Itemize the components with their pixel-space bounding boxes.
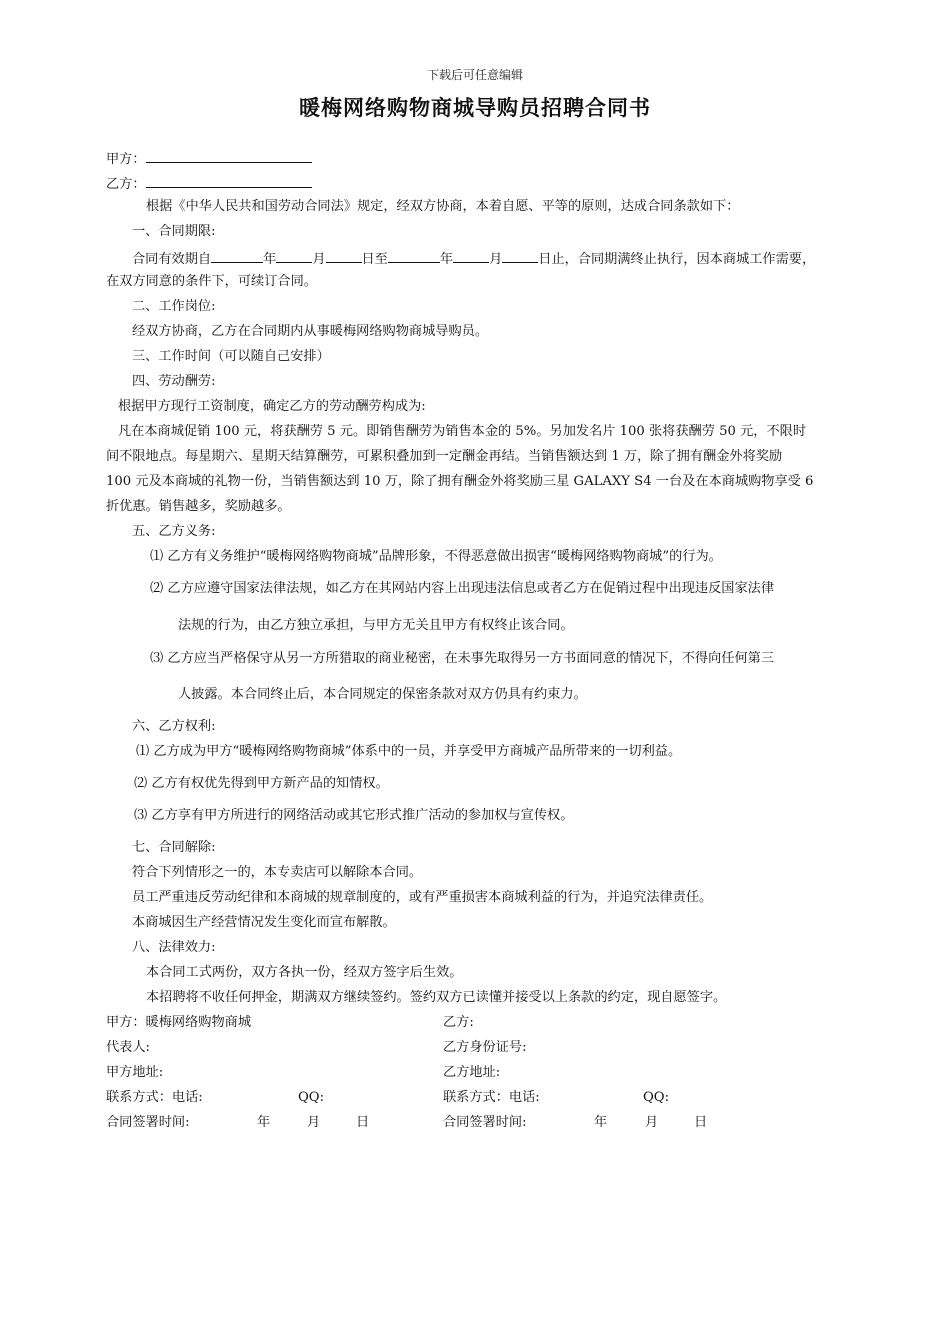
section-4-pay-line-2: 间不限地点。每星期六、星期天结算酬劳，可累积叠加到一定酬金再结。当销售额达到 1 万，除了拥有酬金外将奖励 [106, 449, 783, 464]
sig-right-party: 乙方: [443, 1015, 474, 1030]
section-7-text-3: 本商城因生产经营情况发生变化而宣布解散。 [132, 915, 396, 930]
month-label: 月 [312, 252, 326, 267]
section-7-text-2: 员工严重违反劳动纪律和本商城的规章制度的，或有严重损害本商城利益的行为，并追究法律责任。 [132, 890, 713, 905]
sig-left-address: 甲方地址: [106, 1065, 164, 1080]
party-b-line [106, 173, 312, 194]
section-3-heading: 三、工作时间（可以随自己安排） [132, 349, 330, 364]
party-b-blank [146, 173, 312, 188]
start-year-blank [211, 248, 263, 263]
section-4-basis: 根据甲方现行工资制度，确定乙方的劳动酬劳构成为: [118, 399, 426, 414]
party-b-label: 乙方： [106, 177, 146, 192]
sig-left-month: 月 [307, 1115, 321, 1130]
section-1-renewal: 在双方同意的条件下，可续订合同。 [106, 274, 317, 289]
section-5-item-1: ⑴ 乙方有义务维护“暖梅网络购物商城”品牌形象，不得恶意做出损害“暖梅网络购物商城”的行为。 [150, 549, 722, 564]
section-5-item-2-line-1: ⑵ 乙方应遵守国家法律法规，如乙方在其网站内容上出现违法信息或者乙方在促销过程中出现违反国家法律 [150, 581, 775, 596]
party-a-line [106, 148, 312, 169]
start-month-blank [276, 248, 312, 263]
section-4-pay-line-1: 凡在本商城促销 100 元，将获酬劳 5 元。即销售酬劳为销售本金的 5%。另加发名片 100 张将获酬劳 50 元，不限时 [118, 424, 807, 439]
sig-left-date-label: 合同签署时间: [106, 1115, 190, 1130]
section-7-text-1: 符合下列情形之一的，本专卖店可以解除本合同。 [132, 865, 423, 880]
month-label: 月 [489, 252, 503, 267]
term-start-text: 合同有效期自 [132, 252, 212, 267]
sig-right-address: 乙方地址: [443, 1065, 501, 1080]
section-1-term-line [132, 248, 815, 269]
sig-right-contact: 联系方式：电话: [443, 1090, 540, 1105]
party-a-label: 甲方： [106, 152, 146, 167]
sig-right-day: 日 [694, 1115, 708, 1130]
sig-left-rep: 代表人: [106, 1040, 151, 1055]
section-6-item-2: ⑵ 乙方有权优先得到甲方新产品的知情权。 [134, 776, 389, 791]
section-4-heading: 四、劳动酬劳: [132, 374, 216, 389]
section-7-heading: 七、合同解除: [132, 840, 216, 855]
sig-right-id: 乙方身份证号: [443, 1040, 527, 1055]
section-1-heading: 一、合同期限: [132, 224, 216, 239]
section-4-pay-line-3: 100 元及本商城的礼物一份，当销售额达到 10 万，除了拥有酬金外将奖励三星 GALAXY S4 一台及在本商城购物享受 6 [106, 474, 814, 489]
term-end-text: 日止，合同期满终止执行，因本商城工作需要， [538, 252, 816, 267]
section-2-text: 经双方协商，乙方在合同期内从事暖梅网络购物商城导购员。 [132, 324, 489, 339]
section-6-item-1: ⑴ 乙方成为甲方“暖梅网络购物商城”体系中的一员，并享受甲方商城产品所带来的一切利益。 [136, 744, 682, 759]
sig-right-year: 年 [594, 1115, 608, 1130]
section-5-item-3-line-1: ⑶ 乙方应当严格保守从另一方所猎取的商业秘密，在未事先取得另一方书面同意的情况下，不得向任何第三 [150, 651, 775, 666]
section-5-heading: 五、乙方义务: [132, 524, 216, 539]
section-5-item-3-line-2: 人披露。本合同终止后，本合同规定的保密条款对双方仍具有约束力。 [178, 687, 587, 702]
header-note: 下载后可任意编辑 [426, 68, 523, 82]
day-to-label: 日至 [361, 252, 388, 267]
intro-text: 根据《中华人民共和国劳动合同法》规定，经双方协商，本着自愿、平等的原则，达成合同条款如下： [146, 199, 740, 214]
end-year-blank [388, 248, 440, 263]
section-6-item-3: ⑶ 乙方享有甲方所进行的网络活动或其它形式推广活动的参加权与宣传权。 [134, 808, 574, 823]
year-label: 年 [439, 252, 454, 267]
section-4-pay-line-4: 折优惠。销售越多，奖励越多。 [106, 499, 291, 514]
section-6-heading: 六、乙方权利: [132, 719, 216, 734]
end-month-blank [453, 248, 489, 263]
sig-right-date-label: 合同签署时间: [443, 1115, 527, 1130]
sig-right-qq: QQ: [643, 1090, 670, 1105]
section-8-text-2: 本招聘将不收任何押金，期满双方继续签约。签约双方已读懂并接受以上条款的约定，现自愿签字。 [146, 990, 727, 1005]
section-8-heading: 八、法律效力: [132, 940, 216, 955]
party-a-blank [146, 148, 312, 163]
page-title: 暖梅网络购物商城导购员招聘合同书 [299, 95, 651, 120]
section-2-heading: 二、工作岗位: [132, 299, 216, 314]
year-label: 年 [263, 252, 277, 267]
start-day-blank [326, 248, 362, 263]
sig-left-party: 甲方：暖梅网络购物商城 [106, 1015, 252, 1030]
end-day-blank [502, 248, 538, 263]
sig-left-year: 年 [257, 1115, 271, 1130]
section-5-item-2-line-2: 法规的行为，由乙方独立承担，与甲方无关且甲方有权终止该合同。 [178, 618, 574, 633]
sig-left-qq: QQ: [298, 1090, 325, 1105]
sig-left-day: 日 [356, 1115, 370, 1130]
sig-left-contact: 联系方式：电话: [106, 1090, 203, 1105]
section-8-text-1: 本合同工式两份，双方各执一份，经双方签字后生效。 [146, 965, 463, 980]
sig-right-month: 月 [645, 1115, 659, 1130]
